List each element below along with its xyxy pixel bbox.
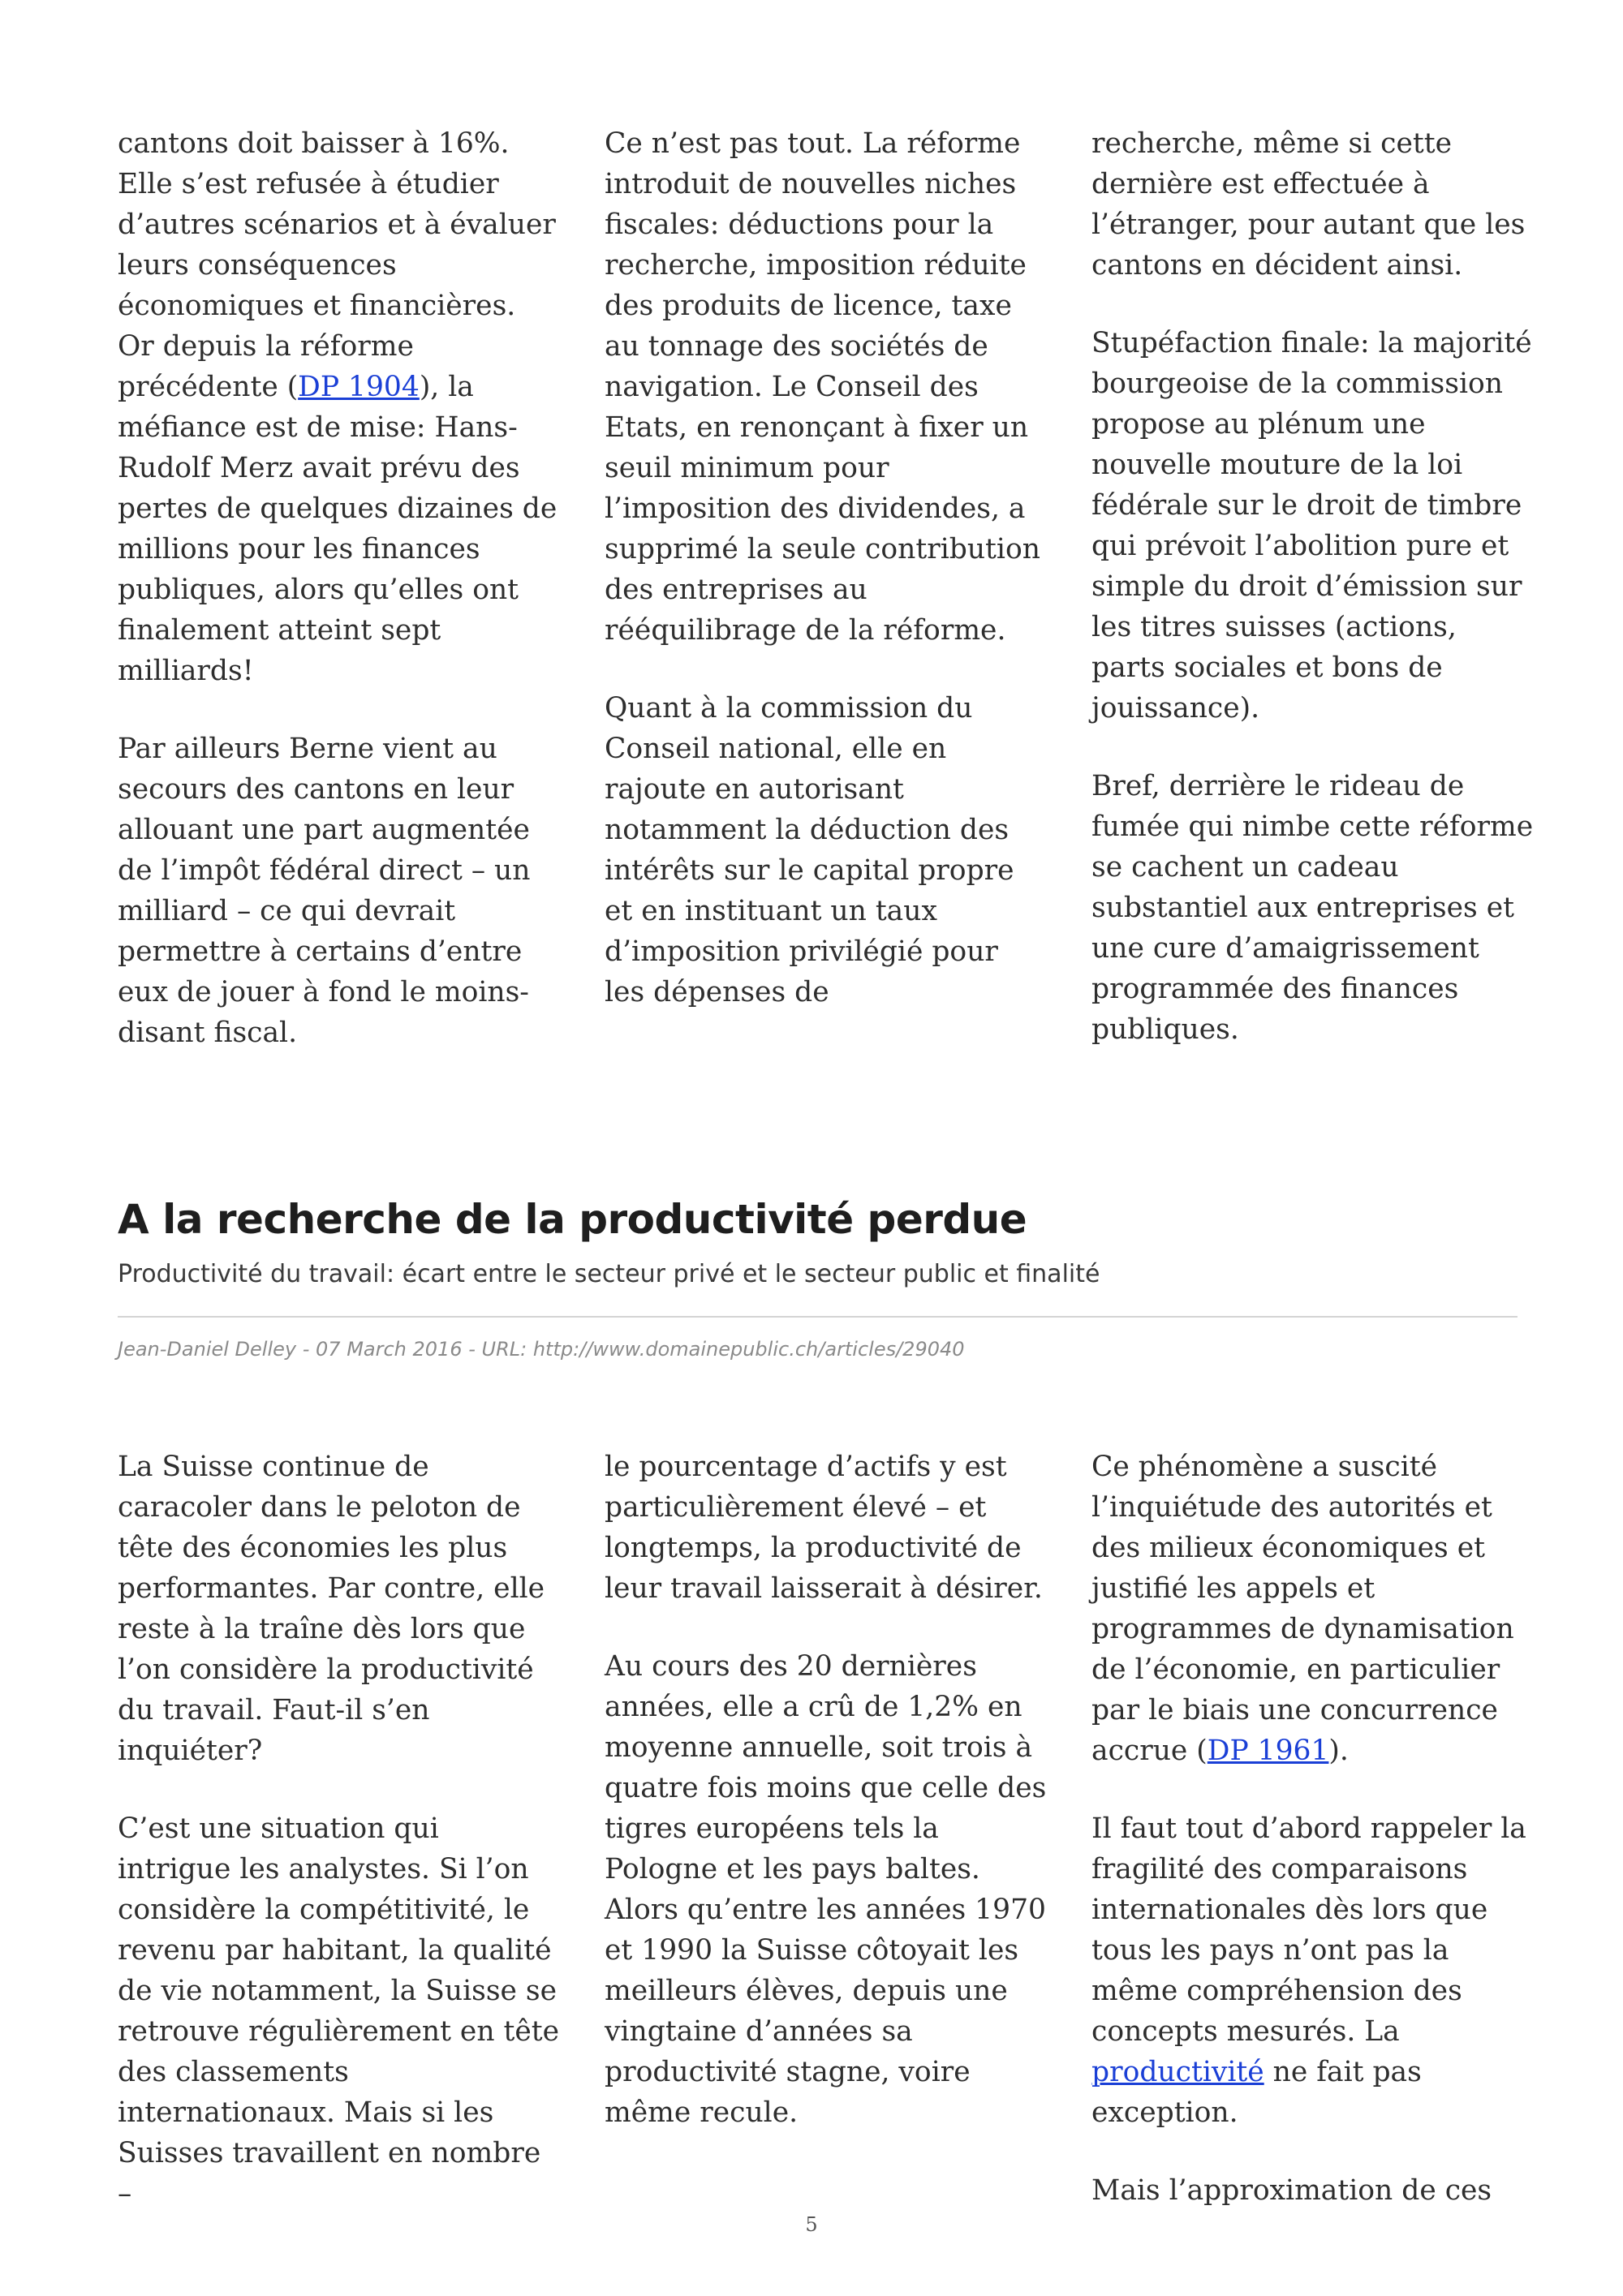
paragraph-text: ne fait pas exception. — [1091, 2056, 1422, 2129]
header-divider — [118, 1316, 1518, 1318]
page-number: 5 — [805, 2213, 818, 2236]
productivite-link[interactable]: productivité — [1091, 2056, 1264, 2088]
dp-1961-link[interactable]: DP 1961 — [1207, 1735, 1329, 1767]
paragraph-text: ). — [1328, 1735, 1349, 1767]
paragraph: Bref, derrière le rideau de fumée qui nimbe cette réforme se cachent un cadeau substantiel aux entreprises et une cure d’amaigrissement programmée des finances publiques. — [1091, 770, 1534, 1046]
paragraph — [1091, 1447, 1534, 1771]
bottom-column-2 — [605, 1447, 1047, 2214]
bottom-column-1 — [118, 1447, 560, 2214]
article-subtitle: Productivité du travail: écart entre le secteur privé et le secteur public et finalité — [118, 1260, 1100, 1288]
bottom-columns — [118, 1447, 1534, 2214]
paragraph: C’est une situation qui intrigue les analystes. Si l’on considère la compétitivité, le revenu par habitant, la qualité de vie notamment, la Suisse se retrouve régulièrement en tête des classements internationaux. Mais si les Suisses travaillent en nombre – — [118, 1812, 560, 2210]
article-header — [118, 1193, 1518, 1363]
paragraph-text: ), la méfiance est de mise: Hans-Rudolf Merz avait prévu des pertes de quelques dizaines de millions pour les finances publiques, alors qu’elles ont finalement atteint sept milliards! — [118, 371, 558, 687]
paragraph-text: cantons doit baisser à 16%. Elle s’est refusée à étudier d’autres scénarios et à évaluer leurs conséquences économiques et financières. Or depuis la réforme précédente ( — [118, 127, 556, 403]
paragraph-text: Il faut tout d’abord rappeler la fragilité des comparaisons internationales dès lors que tous les pays n’ont pas la même compréhension des concepts mesurés. La — [1091, 1812, 1526, 2048]
paragraph: Mais l’approximation de ces — [1091, 2174, 1492, 2207]
paragraph: La Suisse continue de caracoler dans le peloton de tête des économies les plus performantes. Par contre, elle reste à la traîne dès lors que l’on considère la productivité du travail. Faut-il s’en inquiéter? — [118, 1451, 545, 1767]
top-column-2 — [605, 123, 1047, 1053]
paragraph: Quant à la commission du Conseil national, elle en rajoute en autorisant notamment la déduction des intérêts sur le capital propre et en instituant un taux d’imposition privilégié pour les dépenses de — [605, 692, 1014, 1008]
paragraph: Par ailleurs Berne vient au secours des cantons en leur allouant une part augmentée de l’impôt fédéral direct – un milliard – ce qui devrait permettre à certains d’entre eux de jouer à fond le moins-disant fiscal. — [118, 733, 531, 1049]
paragraph: le pourcentage d’actifs y est particulièrement élevé – et longtemps, la productivité de leur travail laisserait à désirer. — [605, 1451, 1043, 1605]
top-column-3 — [1091, 123, 1534, 1053]
paragraph: Stupéfaction finale: la majorité bourgeoise de la commission propose au plénum une nouvelle mouture de la loi fédérale sur le droit de timbre qui prévoit l’abolition pure et simple du droit d’émission sur les titres suisses (actions, parts sociales et bons de jouissance). — [1091, 327, 1532, 724]
paragraph: recherche, même si cette dernière est effectuée à l’étranger, pour autant que les cantons en décident ainsi. — [1091, 127, 1526, 282]
paragraph: Ce n’est pas tout. La réforme introduit de nouvelles niches fiscales: déductions pour la recherche, imposition réduite des produits de licence, taxe au tonnage des sociétés de navigation. Le Conseil des Etats, en renonçant à fixer un seuil minimum pour l’imposition des dividendes, a supprimé la seule contribution des entreprises au rééquilibrage de la réforme. — [605, 127, 1040, 647]
bottom-column-3 — [1091, 1447, 1534, 2214]
paragraph: Au cours des 20 dernières années, elle a crû de 1,2% en moyenne annuelle, soit trois à quatre fois moins que celle des tigres européens tels la Pologne et les pays baltes. Alors qu’entre les années 1970 et 1990 la Suisse côtoyait les meilleurs élèves, depuis une vingtaine d’années sa productivité stagne, voire même recule. — [605, 1650, 1047, 2129]
top-column-1 — [118, 123, 560, 1053]
paragraph — [118, 123, 560, 691]
article-title: A la recherche de la productivité perdue — [118, 1196, 1027, 1243]
paragraph-text: Ce phénomène a suscité l’inquiétude des autorités et des milieux économiques et justifié les appels et programmes de dynamisation de l’économie, en particulier par le biais une concurrence accrue ( — [1091, 1451, 1514, 1767]
dp-1904-link[interactable]: DP 1904 — [298, 371, 420, 403]
article-meta: Jean-Daniel Delley - 07 March 2016 - URL: http://www.domainepublic.ch/articles/29040 — [118, 1338, 965, 1361]
top-columns — [118, 123, 1534, 1053]
paragraph — [1091, 1808, 1534, 2133]
